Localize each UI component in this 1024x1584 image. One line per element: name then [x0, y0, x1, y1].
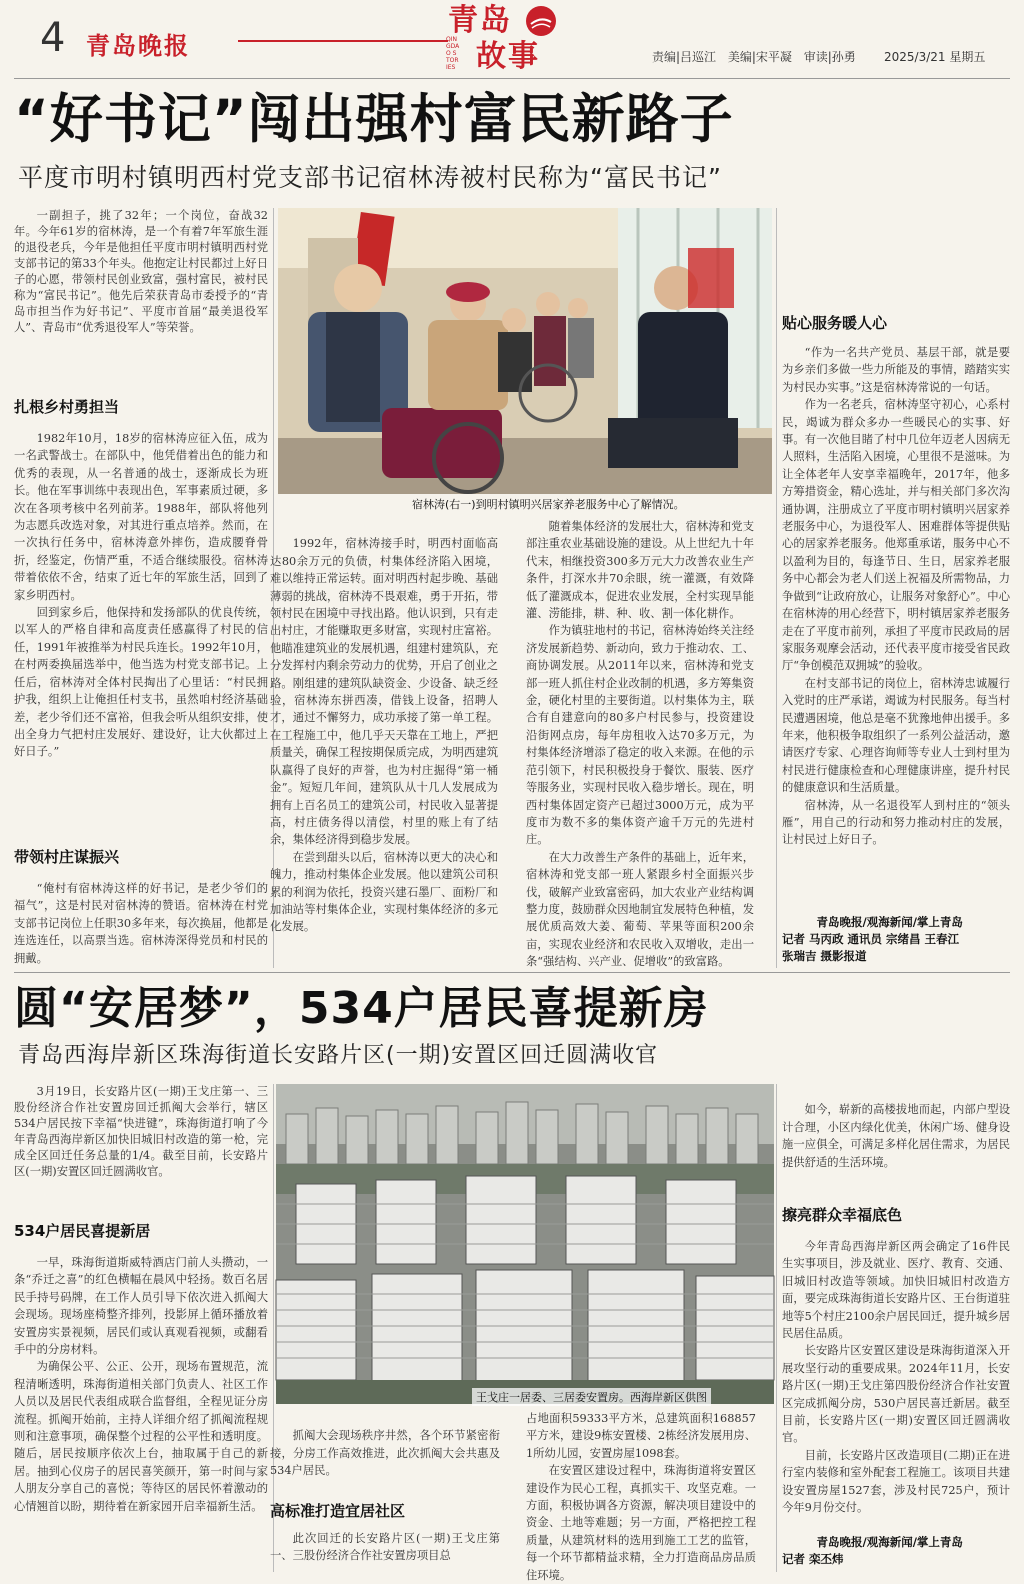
paragraph — [270, 518, 498, 535]
story2-column2b — [270, 1530, 500, 1570]
paragraph: 为确保公平、公正、公开，现场布置规范，流程清晰透明，珠海街道相关部门负责人、社区工作人员以及居民代表组成联合监督组，全程见证分房流程。抓阄开始前，主持人详细介绍了抓阄流程规则和注意事项，确保整个过程的公平性和透明度。随后，居民按顺序依次上台，抽取属于自己的新居。抽到心仪房子的居民喜笑颜开，第一时间与家人朋友分享自己的喜悦；等待区的居民怀着激动的心情翘首以盼，期待着在新家园开启幸福新生活。 — [14, 1360, 268, 1513]
byline-outlet: 青岛晚报/观海新闻/掌上青岛 — [816, 1535, 963, 1549]
paragraph: 在安置区建设过程中，珠海街道将安置区建设作为民心工程，真抓实干、攻坚克难。一方面，积极协调各方资源，解决项目建设中的资金、土地等难题；另一方面，严格把控工程质量，从建筑材料的选用到施工工艺的监管，每一个环节都精益求精，全力打造商品房品质住环境。 — [526, 1464, 756, 1582]
paragraph: 如今，崭新的高楼拔地而起，内部户型设计合理，小区内绿化优美，休闲广场、健身设施一应俱全，可满足多样化居住需求，为居民提供舒适的生活环境。 — [782, 1103, 1010, 1169]
paragraph: 1992年，宿林涛接手时，明西村面临高达80余万元的负债，村集体经济陷入困境，难以维持正常运转。面对明西村起步晚、基础薄弱的挑战，宿林涛不畏艰难，勇于开拓，带领村民在困境中寻找出路。他认识到，只有走出村庄，才能赚取更多财富，实现村庄富裕。他瞄准建筑业的发展机遇，组建村建筑队，充分发挥村内剩余劳动力的优势，开启了创业之路。刚组建的建筑队缺资金、少设备、缺乏经验，宿林涛东拼西凑，借钱上设备，招聘人才，通过不懈努力，成功承接了第一单工程。在工程施工中，他几乎天天靠在工地上，严把质量关，确保工程按期保质完成，为明西建筑队赢得了良好的声誉，也为村庄掘得“第一桶金”。短短几年间，建筑队从十几人发展成为拥有上百名员工的建筑公司，村民收入显著提高，村庄债务得以清偿，村里的账上有了结余，集体经济得到稳步发展。 — [270, 537, 498, 847]
story1-column1b — [14, 880, 268, 968]
column-rule — [776, 1084, 777, 1572]
paragraph — [782, 1084, 1010, 1101]
story1-section2-title: 带领村庄谋振兴 — [14, 848, 120, 866]
paragraph: “俺村有宿林涛这样的好书记，是老少爷们的福气”，这是村民对宿林涛的赞语。宿林涛在村党支部书记岗位上任职30多年来，每次换届，他都是连选连任，以高票当选。宿林涛深得党员和村民的拥戴。 — [14, 882, 268, 965]
story1-lead: 一副担子，挑了32年；一个岗位，奋战32年。今年61岁的宿林涛，是一个有着7年军旅生涯的退役老兵，今年是他担任平度市明村镇明西村党支部书记的第33个年头。他抱定让村民都过上好日子的心愿，带领村民创业致富，强村富民，被村民称为“富民书记”。他先后荣获青岛市委授予的“青岛市担当作为好书记”、平度市首届“最美退役军人”、青岛市“优秀退役军人”等荣誉。 — [14, 209, 268, 334]
story2-column4b — [782, 1238, 1010, 1528]
paragraph: 回到家乡后，他保持和发扬部队的优良传统，以军人的严格自律和高度责任感赢得了村民的信任，1991年被推举为村民兵连长。1992年10月，在村两委换届选举中，他当选为村党支部书记。上任后，宿林涛对全体村民掏出了心里话：“村民拥护我，组织上让俺担任村支书，虽然咱村经济基础差，老少爷们还不富裕，但我会听从组织安排，使出全身力气把村庄发展好、建设好，让大伙都过上好日子。” — [14, 606, 268, 759]
credit-proofreader: 审读|孙勇 — [803, 50, 856, 64]
credit-designer: 美编|宋平凝 — [727, 50, 792, 64]
story2-column4a — [782, 1084, 1010, 1190]
top-rule — [14, 78, 1010, 79]
story2-subhead: 青岛西海岸新区珠海街道长安路片区(一期)安置区回迁圆满收官 — [18, 1043, 659, 1068]
paragraph: 占地面积59333平方米，总建筑面积168857平方米，建设9栋安置楼、2栋经济发展用房、1所幼儿园，安置房屋1098套。 — [526, 1412, 756, 1460]
story2-photo — [276, 1084, 774, 1404]
story2-column1 — [14, 1254, 268, 1570]
column-rule — [273, 1084, 274, 1572]
byline-reporters: 记者 马丙政 通讯员 宗绪昌 王春江 — [782, 932, 960, 946]
story1-byline — [782, 914, 1012, 965]
paragraph: 作为镇驻地村的书记，宿林涛始终关注经济发展新趋势、新动向，致力于推动农、工、商协调发展。从2011年以来，宿林涛和党支部一班人抓住村企业改制的机遇，多方筹集资金，硬化村里的主要街道。以村集体为主，联合有自建意向的80多户村民参与，投资建设沿街网点房，每年房租收入达70多万元，为村集体经济增添了稳定的收入来源。在他的示范引领下，村民积极投身于餐饮、服装、医疗等服务业，实现村民收入稳步增长。现在，明西村集体固定资产已超过3000万元，成为平度市为数不多的集体资产逾千万元的先进村庄。 — [526, 624, 754, 847]
masthead-rule — [238, 40, 448, 42]
publication-date: 2025/3/21 星期五 — [884, 50, 986, 64]
story2-byline — [782, 1534, 1012, 1568]
elderly-care-photo-illustration — [278, 208, 772, 494]
paragraph: “作为一名共产党员、基层干部，就是要为乡亲们多做一些力所能及的事情，踏踏实实为村民办实事。”这是宿林涛常说的一句话。 — [782, 346, 1010, 394]
story1-column2 — [270, 518, 498, 968]
story2-section1-title: 534户居民喜提新居 — [14, 1222, 151, 1240]
story2-photo-caption: 王戈庄一居委、三居委安置房。西海岸新区供图 — [472, 1388, 711, 1406]
story1-column1a — [14, 430, 268, 830]
paragraph: 在大力改善生产条件的基础上，近年来，宿林涛和党支部一班人紧跟乡村全面振兴步伐，破解产业致富密码，加大农业产业结构调整力度，鼓励群众因地制宜发展特色种植，发展优质高效大姜、葡萄、苹果等面积200余亩，实现农业经济和农民收入双增收，走出一条“强结构、兴产业、促增收”的致富路。 — [526, 850, 754, 969]
story1-column4 — [782, 344, 1010, 910]
story1-subhead: 平度市明村镇明西村党支部书记宿林涛被村民称为“富民书记” — [18, 163, 722, 192]
story2-lead: 3月19日，长安路片区(一期)王戈庄第一、三股份经济合作社安置房回迁抓阄大会举行，辖区534户居民按下幸福“快进键”，珠海街道打响了今年青岛西海岸新区加快旧城旧村改造的第一枪，完成全区回迁任务总量的1/4。截至目前，长安路片区(一期)安置区回迁圆满收官。 — [14, 1085, 268, 1178]
paragraph: 今年青岛西海岸新区两会确定了16件民生实事项目，涉及就业、医疗、教育、交通、旧城旧村改造等领域。加快旧城旧村改造方面，要完成珠海街道长安路片区、王台街道驻地等5个村庄2100余户居民回迁，提升城乡居民居住品质。 — [782, 1240, 1010, 1341]
paragraph: 1982年10月，18岁的宿林涛应征入伍，成为一名武警战士。在部队中，他凭借着出色的能力和优秀的表现，从一名普通的战士，逐渐成长为班长。他在军事训练中表现出色，军事素质过硬，多次在各项考核中名列前茅。1988年，部队将他列为志愿兵改选对象，对其进行重点培养。然而，在一次执行任务中，宿林涛意外摔伤，造成腰脊骨折，经鉴定，伤情严重，不适合继续服役。宿林涛带着依依不舍，结束了近七年的军旅生活，回到了家乡明西村。 — [14, 432, 268, 602]
section-logo-top: 青岛 — [448, 3, 512, 38]
story2-column3 — [526, 1410, 756, 1582]
story2-column2a — [270, 1410, 500, 1480]
story2-section2-title: 高标准打造宜居社区 — [270, 1502, 406, 1520]
paragraph: 一早，珠海街道斯威特酒店门前人头攒动，一条“乔迁之喜”的红色横幅在晨风中轻扬。数百名居民手持号码牌，在工作人员引导下依次进入抓阄大会现场。现场座椅整齐排列，投影屏上循环播放着安置房实景视频，居民们或认真观看视频，或翻看手中的分房材料。 — [14, 1256, 268, 1357]
story2-section3-title: 擦亮群众幸福底色 — [782, 1206, 903, 1224]
credit-editor: 责编|吕巡江 — [652, 50, 717, 64]
paper-name-logo: 青岛晚报 — [86, 31, 190, 60]
paragraph — [270, 1410, 500, 1427]
section-logo-english: QINGDAO STORIES — [446, 36, 460, 71]
byline-reporter: 记者 栾丕炜 — [782, 1552, 844, 1566]
story-divider — [14, 972, 1010, 973]
section-logo-bottom: 故事 — [476, 39, 540, 74]
paragraph: 长安路片区安置区建设是珠海街道深入开展攻坚行动的重要成果。2024年11月，长安路片区(一期)王戈庄第四股份经济合作社安置区完成抓阄分房，530户居民喜迁新居。截至目前，长安路片区(一期)安置区回迁圆满收官。 — [782, 1344, 1010, 1445]
story1-headline: “好书记”闯出强村富民新路子 — [14, 89, 734, 150]
paragraph: 目前，长安路片区改造项目(二期)正在进行室内装修和室外配套工程施工。该项目共建设安置房屋1527套，涉及村民725户，预计今年9月份交付。 — [782, 1448, 1010, 1515]
story1-section1-title: 扎根乡村勇担当 — [14, 398, 120, 416]
paragraph: 作为一名老兵，宿林涛坚守初心，心系村民，竭诚为群众多办一些暖民心的实事、好事。有一次他目睹了村中几位年迈老人因病无人照料，生活陷入困境，心里很不是滋味。为让全体老年人安享幸福晚年，2017年，他多方筹措资金，精心选址，并与相关部门多次沟通协调，注册成立了平度市明村镇明兴居家养老服务中心，为退役军人、困难群体等提供贴心的居家养老服务。他郑重承诺，服务中心不以盈利为目的，每逢节日、生日，居家养老服务中心都会为老人们送上祝福及所需物品，力争做到“让政府放心，让服务对象舒心”。中心在宿林涛的用心经营下，明村镇居家养老服务走在了平度市前列，承担了平度市民政局的居家服务观摩会活动，还代表平度市接受省民政厅“争创模范双拥城”的验收。 — [782, 398, 1010, 673]
residential-buildings-photo-illustration — [276, 1084, 774, 1404]
paragraph: 在村支部书记的岗位上，宿林涛忠诚履行入党时的庄严承诺，竭诚为村民服务。每当村民遭遇困境，他总是毫不犹豫地伸出援手。多年来，他积极争取组织了一系列公益活动，邀请医疗专家、心理咨询师等专业人士到村里为村民进行健康检查和心理健康讲座，提升村民的健康意识和生活质量。 — [782, 676, 1010, 795]
paragraph: 宿林涛，从一名退役军人到村庄的“领头雁”，用自己的行动和努力推动村庄的发展，让村民过上好日子。 — [782, 798, 1010, 847]
story1-column3 — [526, 518, 754, 968]
story1-photo — [278, 208, 772, 494]
byline-photographer: 张瑞吉 摄影报道 — [782, 949, 867, 963]
editor-credits — [652, 48, 864, 65]
section-logo-sun-icon — [526, 6, 556, 36]
paragraph: 此次回迁的长安路片区(一期)王戈庄第一、三股份经济合作社安置房项目总 — [270, 1532, 500, 1563]
column-rule — [776, 208, 777, 968]
story1-photo-caption: 宿林涛(右一)到明村镇明兴居家养老服务中心了解情况。 — [412, 498, 685, 511]
paragraph: 在尝到甜头以后，宿林涛以更大的决心和魄力，推动村集体企业发展。他以建筑公司积累的利润为依托，投资兴建石墨厂、面粉厂和加油站等村集体企业，实现村集体经济的多元化发展。 — [270, 850, 498, 934]
story1-section3-title: 贴心服务暖人心 — [782, 314, 888, 332]
story2-headline: 圆“安居梦”，534户居民喜提新房 — [14, 983, 709, 1034]
page-number: 4 — [40, 15, 66, 61]
byline-outlet: 青岛晚报/观海新闻/掌上青岛 — [816, 915, 963, 929]
paragraph: 抓阄大会现场秩序井然，各个环节紧密衔接，分房工作高效推进，此次抓阄大会共惠及534户居民。 — [270, 1429, 500, 1478]
paragraph: 随着集体经济的发展壮大，宿林涛和党支部注重农业基础设施的建设。从上世纪九十年代末，相继投资300多万元大力改善农业生产条件，打深水井70余眼，统一灌溉，有效降低了灌溉成本，促进农业发展，全村实现旱能灌、涝能排，耕、种、收、割一体化耕作。 — [526, 520, 754, 621]
